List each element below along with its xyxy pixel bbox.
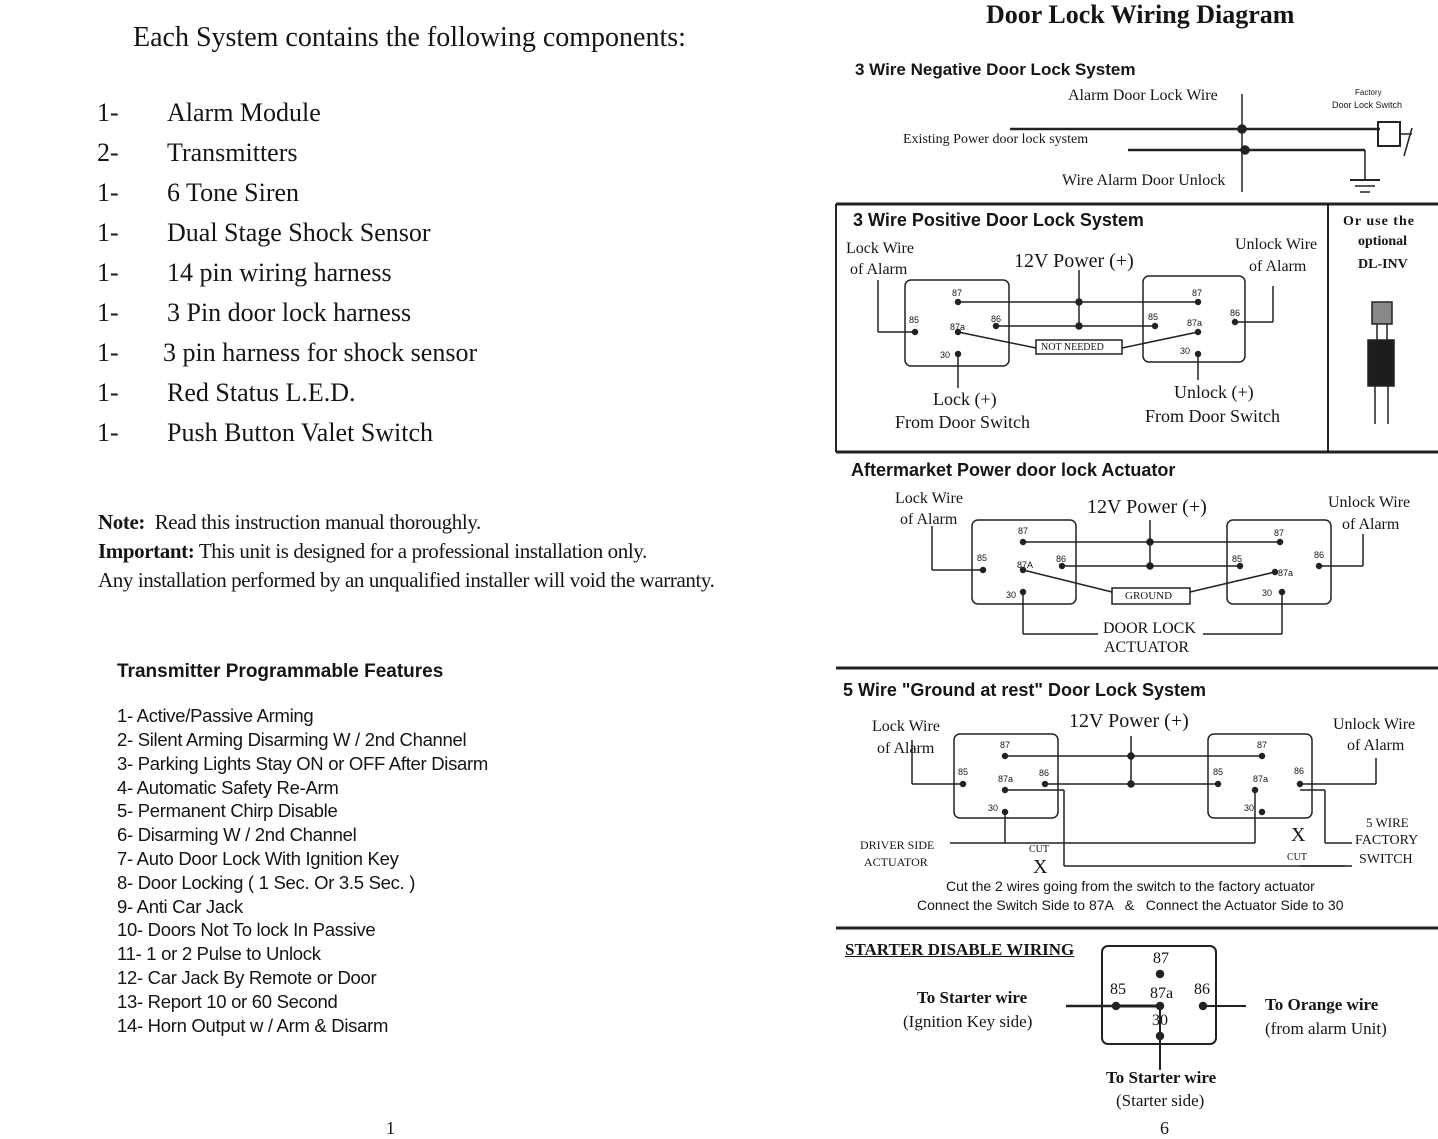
note-text: Read this instruction manual thoroughly.	[154, 510, 481, 534]
actuator-system-wires	[932, 520, 1363, 634]
pin-label: 30	[1006, 590, 1017, 600]
pin-label: 30	[940, 350, 951, 360]
pin-label: 85	[1148, 312, 1159, 322]
label-5-wire: 5 WIRE	[1366, 815, 1409, 830]
pin-label: 30	[1152, 1012, 1168, 1029]
pin-label: 87A	[1017, 560, 1034, 570]
pin-label: 85	[1213, 767, 1224, 777]
list-item: 4- Automatic Safety Re-Arm	[117, 777, 339, 798]
pin-label: 87a	[1150, 985, 1174, 1002]
label-from-alarm-unit: (from alarm Unit)	[1265, 1019, 1387, 1038]
label-lock-from-switch: From Door Switch	[895, 412, 1030, 432]
pin-label: 86	[1314, 550, 1325, 560]
pin-label: 87	[1153, 950, 1169, 967]
pin-label: 87	[1274, 528, 1285, 538]
component-name: Transmitters	[167, 138, 298, 167]
component-name: 14 pin wiring harness	[167, 258, 392, 287]
list-item: 7- Auto Door Lock With Ignition Key	[117, 848, 399, 869]
label-alarm-lock-wire: Alarm Door Lock Wire	[1068, 87, 1218, 104]
pin-label: 86	[1230, 308, 1241, 318]
section-title-negative: 3 Wire Negative Door Lock System	[855, 60, 1136, 79]
pin-label: 87	[1192, 288, 1203, 298]
component-qty: 1-	[97, 258, 119, 287]
pin-label: 85	[958, 767, 969, 777]
features-title: Transmitter Programmable Features	[117, 661, 444, 682]
pin-label: 87a	[1253, 774, 1269, 784]
page-title: Door Lock Wiring Diagram	[986, 0, 1295, 29]
note-label: Note:	[98, 510, 145, 534]
pin-label: 87a	[950, 322, 966, 332]
label-unlock-wire: Unlock Wire	[1328, 494, 1411, 511]
pin-label: 86	[1056, 554, 1067, 564]
list-item: 9- Anti Car Jack	[117, 896, 243, 917]
cut-mark-icon: X	[1033, 856, 1048, 878]
page-number-left: 1	[386, 1118, 395, 1138]
label-factory-switch: Door Lock Switch	[1332, 100, 1403, 110]
pin-label: 85	[977, 553, 988, 563]
section-title-five-wire: 5 Wire "Ground at rest" Door Lock System	[843, 680, 1206, 700]
list-item: 6- Disarming W / 2nd Channel	[117, 824, 357, 845]
label-existing-system: Existing Power door lock system	[903, 132, 1089, 147]
label-switch: SWITCH	[1359, 852, 1413, 867]
label-not-needed: NOT NEEDED	[1041, 342, 1104, 353]
component-qty: 1-	[97, 378, 119, 407]
pin-label: 30	[1180, 346, 1191, 356]
pin-label: 86	[1194, 981, 1210, 998]
label-unlock-wire-alarm: of Alarm	[1342, 516, 1400, 533]
label-driver-actuator: ACTUATOR	[864, 855, 928, 869]
label-to-orange-wire: To Orange wire	[1265, 995, 1379, 1014]
pin-label: 87	[1018, 526, 1029, 536]
section-title-starter: STARTER DISABLE WIRING	[845, 940, 1075, 959]
cut-mark-icon: X	[1291, 824, 1306, 846]
component-qty: 1-	[97, 298, 119, 327]
label-12v-power: 12V Power (+)	[1087, 496, 1207, 518]
label-alarm-unlock-wire: Wire Alarm Door Unlock	[1062, 172, 1226, 189]
pin-label: 87	[1000, 740, 1011, 750]
label-unlock-from-switch: From Door Switch	[1145, 406, 1280, 426]
five-wire-instruction-1: Cut the 2 wires going from the switch to the factory actuator	[946, 878, 1315, 894]
pin-label: 87a	[998, 774, 1014, 784]
label-factory: Factory	[1355, 88, 1382, 97]
component-qty: 1-	[97, 98, 119, 127]
label-lock-wire-alarm: of Alarm	[900, 511, 958, 528]
label-ground: GROUND	[1125, 590, 1173, 602]
pin-label: 30	[988, 803, 999, 813]
components-intro: Each System contains the following components:	[133, 22, 686, 53]
label-or-use: Or use the	[1343, 214, 1415, 229]
list-item: 5- Permanent Chirp Disable	[117, 800, 338, 821]
list-item: 11- 1 or 2 Pulse to Unlock	[117, 943, 321, 964]
label-unlock-plus: Unlock (+)	[1174, 382, 1254, 402]
label-factory: FACTORY	[1355, 833, 1419, 848]
five-wire-system-wires	[912, 734, 1376, 866]
important-text: This unit is designed for a professional installation only.	[198, 539, 647, 563]
component-name: 6 Tone Siren	[167, 178, 300, 207]
label-lock-plus: Lock (+)	[933, 389, 997, 409]
label-cut: CUT	[1029, 844, 1049, 855]
list-item: 3- Parking Lights Stay ON or OFF After Disarm	[117, 753, 488, 774]
five-wire-instruction-2: Connect the Switch Side to 87A & Connect the Actuator Side to 30	[917, 897, 1344, 913]
label-lock-wire: Lock Wire	[872, 718, 940, 735]
label-unlock-wire-alarm: of Alarm	[1347, 737, 1405, 754]
component-qty: 1-	[97, 218, 119, 247]
label-actuator: ACTUATOR	[1104, 639, 1190, 656]
pin-label: 86	[1294, 766, 1305, 776]
component-name: Red Status L.E.D.	[167, 378, 356, 407]
pin-label: 87a	[1187, 318, 1203, 328]
list-item: 14- Horn Output w / Arm & Disarm	[117, 1015, 389, 1036]
label-door-lock: DOOR LOCK	[1103, 620, 1196, 637]
component-qty: 2-	[97, 138, 119, 167]
section-title-positive: 3 Wire Positive Door Lock System	[853, 210, 1144, 230]
pin-label: 85	[909, 315, 920, 325]
dl-inv-module	[1368, 302, 1394, 424]
label-12v-power: 12V Power (+)	[1069, 710, 1189, 732]
label-dl-inv: DL-INV	[1358, 257, 1408, 272]
label-unlock-wire: Unlock Wire	[1333, 716, 1416, 733]
label-starter-side: (Starter side)	[1116, 1091, 1205, 1110]
label-to-starter-wire: To Starter wire	[917, 988, 1028, 1007]
label-lock-wire: Lock Wire	[846, 240, 914, 257]
pin-label: 86	[1039, 768, 1050, 778]
component-qty: 1-	[97, 418, 119, 447]
list-item: 8- Door Locking ( 1 Sec. Or 3.5 Sec. )	[117, 872, 416, 893]
pin-label: 86	[991, 314, 1002, 324]
component-name: 3 Pin door lock harness	[167, 298, 412, 327]
pin-label: 30	[1262, 588, 1273, 598]
list-item: 10- Doors Not To lock In Passive	[117, 919, 376, 940]
label-optional: optional	[1358, 234, 1408, 249]
component-name: Alarm Module	[167, 98, 321, 127]
warranty-text: Any installation performed by an unqualified installer will void the warranty.	[98, 568, 715, 592]
label-12v-power: 12V Power (+)	[1014, 250, 1134, 272]
component-qty: 1-	[97, 178, 119, 207]
page-number-right: 6	[1160, 1118, 1169, 1138]
label-lock-wire: Lock Wire	[895, 490, 963, 507]
component-name: 3 pin harness for shock sensor	[163, 338, 478, 367]
positive-system-wires	[878, 270, 1273, 388]
component-name: Push Button Valet Switch	[167, 418, 434, 447]
label-driver-side: DRIVER SIDE	[860, 838, 935, 852]
list-item: 13- Report 10 or 60 Second	[117, 991, 338, 1012]
label-lock-wire-alarm: of Alarm	[850, 261, 908, 278]
label-lock-wire-alarm: of Alarm	[877, 740, 935, 757]
list-item: 12- Car Jack By Remote or Door	[117, 967, 377, 988]
pin-label: 85	[1232, 554, 1243, 564]
label-to-starter-wire-bottom: To Starter wire	[1106, 1068, 1217, 1087]
list-item: 1- Active/Passive Arming	[117, 705, 314, 726]
component-qty: 1-	[97, 338, 119, 367]
pin-label: 87	[952, 288, 963, 298]
label-cut: CUT	[1287, 852, 1307, 863]
pin-label: 87	[1257, 740, 1268, 750]
label-ignition-key-side: (Ignition Key side)	[903, 1012, 1033, 1031]
section-title-actuator: Aftermarket Power door lock Actuator	[851, 460, 1176, 480]
pin-label: 30	[1244, 803, 1255, 813]
label-unlock-wire-alarm: of Alarm	[1249, 258, 1307, 275]
pin-label: 87a	[1278, 568, 1294, 578]
important-label: Important:	[98, 539, 195, 563]
component-name: Dual Stage Shock Sensor	[167, 218, 431, 247]
pin-label: 85	[1110, 981, 1126, 998]
label-unlock-wire: Unlock Wire	[1235, 236, 1318, 253]
list-item: 2- Silent Arming Disarming W / 2nd Channel	[117, 729, 467, 750]
